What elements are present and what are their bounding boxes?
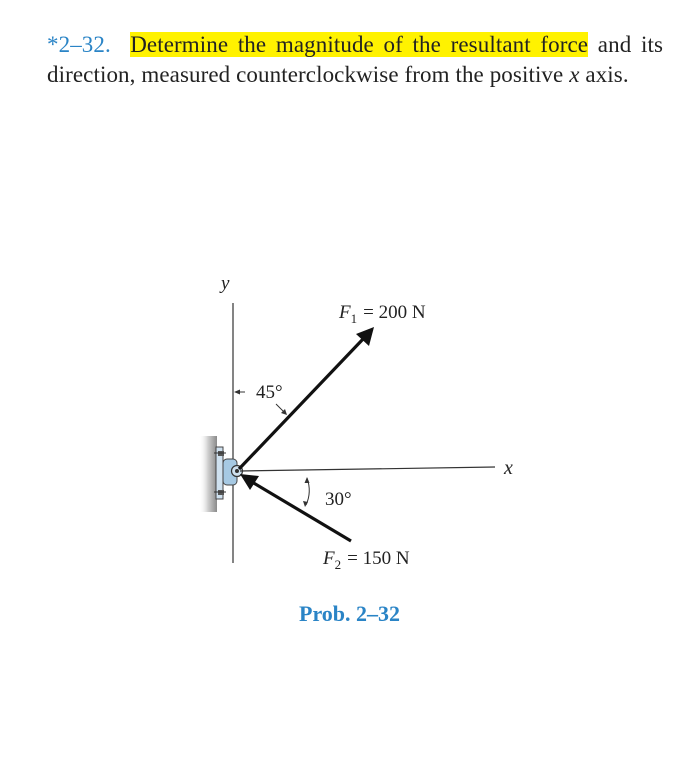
- question-continuation: and its direction, measured counterclockwise from the positive: [47, 32, 664, 87]
- x-axis-label: x: [504, 457, 513, 479]
- figure-caption: Prob. 2–32: [299, 601, 401, 626]
- angle-30-label: 30°: [325, 489, 352, 510]
- support-bracket: [214, 447, 243, 499]
- x-variable: x: [569, 62, 580, 87]
- highlighted-question: Determine the magnitude of the resultant force: [130, 32, 589, 57]
- f2-label: $F_2 = 150$ N: [323, 548, 410, 572]
- problem-number: *2–32.: [47, 32, 111, 57]
- angle-30-arc: [303, 477, 310, 507]
- y-axis-label: y: [221, 273, 230, 294]
- f1-label: $F_1 = 200$ N: [339, 302, 426, 326]
- wall-shading: [199, 436, 217, 512]
- question-tail: axis.: [585, 62, 629, 87]
- x-axis-line: [240, 467, 495, 471]
- angle-45-label: 45°: [256, 382, 283, 403]
